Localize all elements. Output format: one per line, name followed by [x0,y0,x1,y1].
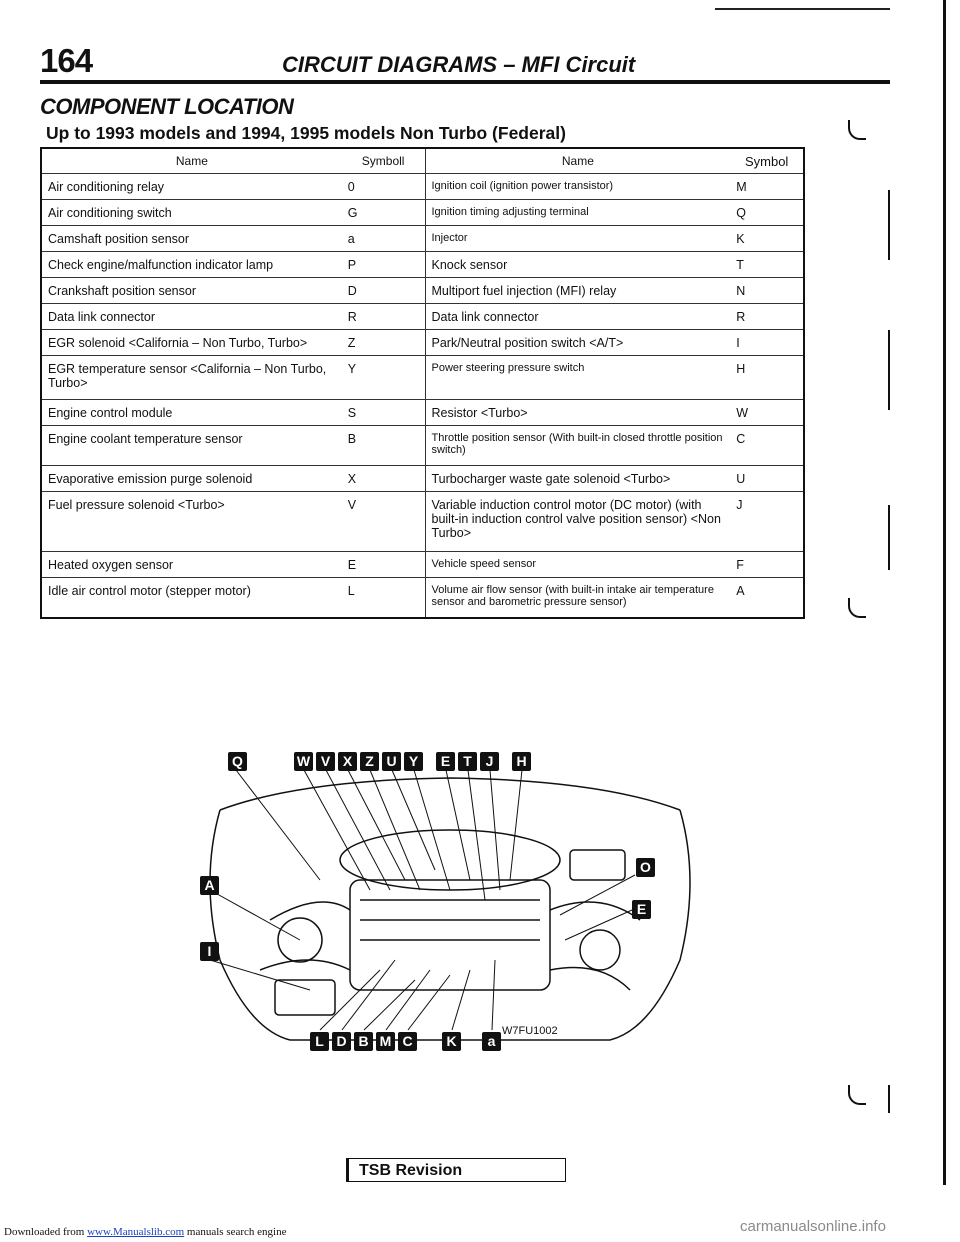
component-name: Resistor <Turbo> [425,400,730,426]
callout-tag: Q [228,752,247,771]
component-name: Multiport fuel injection (MFI) relay [425,278,730,304]
callout-tag: I [200,942,219,961]
margin-bar-mark [888,330,890,410]
component-symbol: F [730,552,804,578]
callout-tag: J [480,752,499,771]
component-name: Injector [425,226,730,252]
component-name: Camshaft position sensor [41,226,342,252]
table-row [41,200,804,226]
component-name: Turbocharger waste gate solenoid <Turbo> [425,466,730,492]
component-symbol: 0 [342,174,425,200]
component-symbol: H [730,356,804,400]
component-symbol: L [342,578,425,618]
callout-tag: Z [360,752,379,771]
component-symbol: P [342,252,425,278]
col-header-symbol-right: Symbol [730,148,804,174]
download-footer [4,1226,286,1238]
component-name: Heated oxygen sensor [41,552,342,578]
component-table [40,147,805,619]
table-row [41,174,804,200]
component-symbol: Z [342,330,425,356]
component-symbol: S [342,400,425,426]
callout-tag: K [442,1032,461,1051]
tsb-revision-box: TSB Revision [346,1158,566,1182]
page-title: CIRCUIT DIAGRAMS – MFI Circuit [282,52,636,77]
table-row [41,356,804,400]
component-symbol: R [730,304,804,330]
component-name: Ignition coil (ignition power transistor) [425,174,730,200]
figure-code: W7FU1002 [502,1025,558,1037]
engine-compartment-figure [180,740,720,1070]
table-row [41,304,804,330]
callout-tag: C [398,1032,417,1051]
component-name: Data link connector [425,304,730,330]
callout-tag: E [436,752,455,771]
component-name: Check engine/malfunction indicator lamp [41,252,342,278]
table-header-row [41,148,804,174]
col-header-name-right: Name [425,148,730,174]
table-row [41,552,804,578]
table-row [41,400,804,426]
table-row [41,492,804,552]
margin-bar-mark [888,1085,890,1113]
download-prefix: Downloaded from [4,1226,85,1238]
component-symbol: B [342,426,425,466]
table-row [41,426,804,466]
component-symbol: G [342,200,425,226]
header-rule [40,80,890,84]
component-name: EGR solenoid <California – Non Turbo, Turbo> [41,330,342,356]
component-name: Air conditioning relay [41,174,342,200]
component-name: Park/Neutral position switch <A/T> [425,330,730,356]
component-name: Air conditioning switch [41,200,342,226]
callout-tag: D [332,1032,351,1051]
component-symbol: A [730,578,804,618]
component-name: Vehicle speed sensor [425,552,730,578]
callout-tag: Y [404,752,423,771]
page-number: 164 [40,42,93,79]
component-name: Power steering pressure switch [425,356,730,400]
component-symbol: D [342,278,425,304]
callout-tag: L [310,1032,329,1051]
col-header-name-left: Name [41,148,342,174]
component-name: Idle air control motor (stepper motor) [41,578,342,618]
table-row [41,330,804,356]
table-row [41,466,804,492]
table-row [41,252,804,278]
component-symbol: N [730,278,804,304]
callout-tag: O [636,858,655,877]
component-symbol: a [342,226,425,252]
manualslib-link[interactable]: www.Manualslib.com [87,1226,185,1238]
callout-tag: V [316,752,335,771]
component-symbol: X [342,466,425,492]
component-name: Data link connector [41,304,342,330]
component-symbol: I [730,330,804,356]
component-symbol: W [730,400,804,426]
callout-tag: B [354,1032,373,1051]
top-rule [715,8,890,10]
component-name: Throttle position sensor (With built-in closed throttle position switch) [425,426,730,466]
component-symbol: K [730,226,804,252]
section-subtitle: Up to 1993 models and 1994, 1995 models Non Turbo (Federal) [46,123,566,143]
callout-tag: A [200,876,219,895]
table-row [41,578,804,618]
component-symbol: R [342,304,425,330]
section-title: COMPONENT LOCATION [40,94,294,119]
callout-tag: T [458,752,477,771]
component-name: Evaporative emission purge solenoid [41,466,342,492]
component-name: Knock sensor [425,252,730,278]
callout-tag: E [632,900,651,919]
component-symbol: J [730,492,804,552]
callout-tag: X [338,752,357,771]
component-symbol: U [730,466,804,492]
callout-tag: W [294,752,313,771]
component-symbol: M [730,174,804,200]
callout-tag: a [482,1032,501,1051]
component-symbol: Q [730,200,804,226]
callout-tag: M [376,1032,395,1051]
col-header-symbol-left: Symboll [342,148,425,174]
component-symbol: E [342,552,425,578]
component-name: Crankshaft position sensor [41,278,342,304]
margin-hook-mark [848,598,866,618]
margin-bar-mark [888,190,890,260]
table-row [41,226,804,252]
margin-hook-mark [848,120,866,140]
component-name: EGR temperature sensor <California – Non Turbo, Turbo> [41,356,342,400]
component-name: Volume air flow sensor (with built-in intake air temperature sensor and barometric pressure sensor) [425,578,730,618]
margin-bar-mark [888,505,890,570]
page-header [40,42,890,80]
component-name: Engine coolant temperature sensor [41,426,342,466]
callout-tag: H [512,752,531,771]
component-name: Fuel pressure solenoid <Turbo> [41,492,342,552]
table-row [41,278,804,304]
page-edge-rule [943,0,946,1185]
component-name: Variable induction control motor (DC motor) (with built-in induction control valve position sensor) <Non Turbo> [425,492,730,552]
component-symbol: C [730,426,804,466]
component-symbol: Y [342,356,425,400]
watermark-text: carmanualsonline.info [740,1218,886,1235]
component-symbol: V [342,492,425,552]
component-symbol: T [730,252,804,278]
download-suffix: manuals search engine [186,1226,287,1238]
component-name: Ignition timing adjusting terminal [425,200,730,226]
component-name: Engine control module [41,400,342,426]
margin-hook-mark [848,1085,866,1105]
callout-tag: U [382,752,401,771]
